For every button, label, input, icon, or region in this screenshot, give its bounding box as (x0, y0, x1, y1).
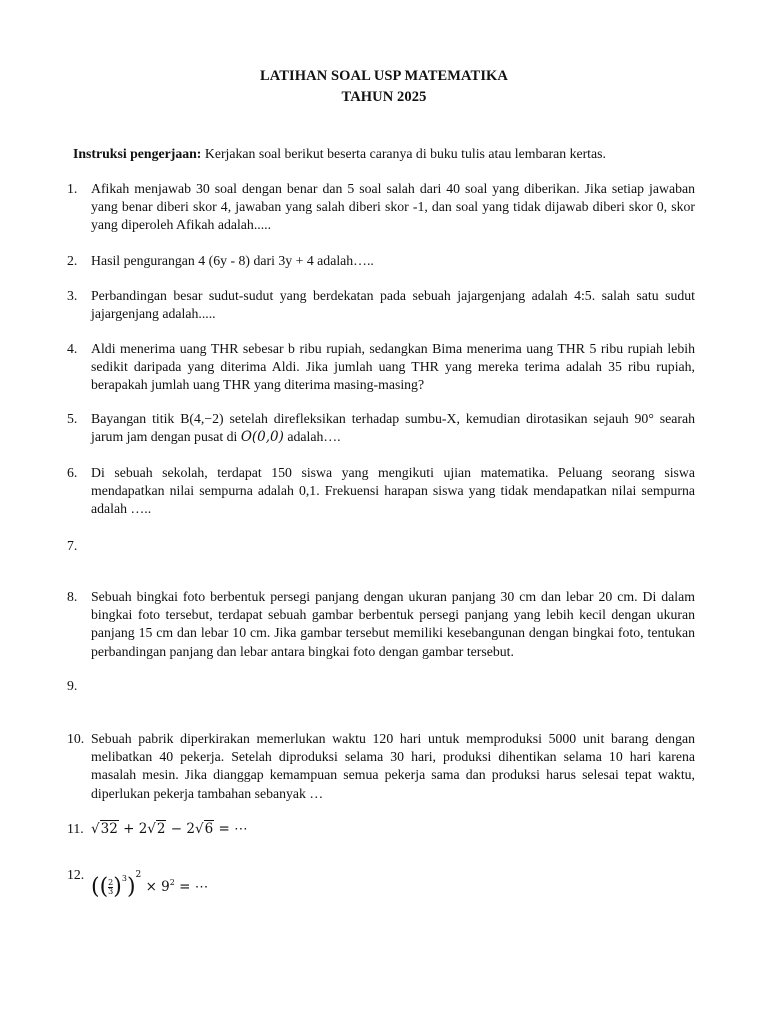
origin-point: O(0,0) (240, 429, 284, 446)
question-text (91, 410, 695, 446)
outer-exponent: 2 (135, 870, 142, 880)
instructions-label: Instruksi pengerjaan: (73, 146, 202, 161)
question-text: Sebuah bingkai foto berbentuk persegi panjang dengan ukuran panjang 30 cm dan lebar 20 cm. Di dalam bingkai foto tersebut, terdapat sebuah gambar berbentuk persegi panjang yang lebih kecil dengan ukuran panjang 15 cm dan lebar 10 cm. Jika gambar tersebut memiliki kesebangunan dengan bingkai foto, tentukan perbandingan panjang dan lebar antara bingkai foto dengan gambar tersebut. (91, 589, 695, 659)
question-number: 7. (67, 538, 78, 553)
radicand: 32 (100, 821, 118, 837)
exponent: 2 (169, 878, 175, 887)
question-1 (67, 180, 695, 235)
question-number: 6. (67, 465, 78, 480)
instructions-text: Kerjakan soal berikut beserta caranya di buku tulis atau lembaran kertas. (201, 146, 606, 161)
fraction-denominator: 3 (108, 887, 114, 896)
question-text-part: adalah…. (283, 429, 341, 445)
question-text: Perbandingan besar sudut-sudut yang berdekatan pada sebuah jajargenjang adalah 4:5. salah satu sudut jajargenjang adalah..... (91, 288, 695, 322)
question-text-part: Bayangan titik B(4,−2) setelah direfleksikan terhadap sumbu-X, kemudian dirotasikan sejauh 90° searah jarum jam dengan pusat di (91, 411, 695, 445)
question-number: 3. (67, 288, 78, 303)
question-4 (67, 340, 695, 395)
radicand: 6 (204, 821, 214, 837)
question-10 (67, 730, 695, 803)
expression-part: = ⋯ (214, 821, 248, 837)
question-expression (91, 866, 209, 900)
question-number: 11. (67, 821, 84, 836)
sqrt-symbol: √ (91, 821, 100, 837)
paren-open: (( (91, 874, 109, 900)
question-text: Hasil pengurangan 4 (6y - 8) dari 3y + 4 adalah….. (91, 253, 374, 268)
question-number: 4. (67, 341, 78, 356)
expression-part: + 2 (118, 821, 148, 837)
question-2 (67, 252, 695, 270)
fraction-numerator: 2 (108, 878, 114, 887)
question-number: 1. (67, 181, 78, 196)
question-text: Di sebuah sekolah, terdapat 150 siswa yang mengikuti ujian matematika. Peluang seorang siswa mendapatkan nilai sempurna adalah 0,1. Frekuensi harapan siswa yang tidak mendapatkan nilai sempurna adalah ….. (91, 465, 695, 517)
question-number: 8. (67, 589, 78, 604)
question-text: Sebuah pabrik diperkirakan memerlukan waktu 120 hari untuk memproduksi 5000 unit barang dengan melibatkan 40 pekerja. Setelah diproduksi selama 30 hari, produksi dihentikan selama 10 hari karena masalah mesin. Jika dianggap kemampuan semua pekerja sama dan produksi harus selesai tepat waktu, diperlukan pekerja tambahan sebanyak … (91, 731, 695, 801)
sqrt-symbol: √ (147, 821, 156, 837)
instructions (73, 145, 713, 163)
expression-part: = ⋯ (174, 879, 209, 895)
question-text: Afikah menjawab 30 soal dengan benar dan 5 soal salah dari 40 soal yang diberikan. Jika setiap jawaban yang benar diberi skor 4, jawaban yang salah diberi skor -1, dan soal yang tidak dijawab diberi skor 0, skor yang diperoleh Afikah adalah..... (91, 181, 695, 233)
radicand: 2 (156, 821, 166, 837)
question-expression (91, 820, 248, 838)
question-number: 5. (67, 411, 78, 426)
inner-exponent: 3 (121, 874, 127, 883)
expression-part: − 2 (166, 821, 195, 837)
question-5 (67, 410, 695, 446)
question-text: Aldi menerima uang THR sebesar b ribu rupiah, sedangkan Bima menerima uang THR 5 ribu rupiah lebih sedikit daripada yang diterima Aldi. Jika jumlah uang THR yang mereka terima adalah 35 ribu rupiah, berapakah jumlah uang THR yang diterima masing-masing? (91, 341, 695, 393)
document-title: LATIHAN SOAL USP MATEMATIKA (259, 68, 509, 84)
expression-part: × 9 (141, 879, 170, 895)
paren-close: ) (113, 874, 122, 900)
question-3 (67, 287, 695, 323)
question-number: 2. (67, 253, 78, 268)
question-number: 12. (67, 867, 85, 882)
question-number: 9. (67, 678, 78, 693)
document-year: TAHUN 2025 (341, 89, 427, 105)
question-number: 10. (67, 731, 85, 746)
paren-close: ) (126, 874, 136, 900)
question-8 (67, 588, 695, 661)
question-6 (67, 464, 695, 519)
sqrt-symbol: √ (194, 821, 204, 837)
